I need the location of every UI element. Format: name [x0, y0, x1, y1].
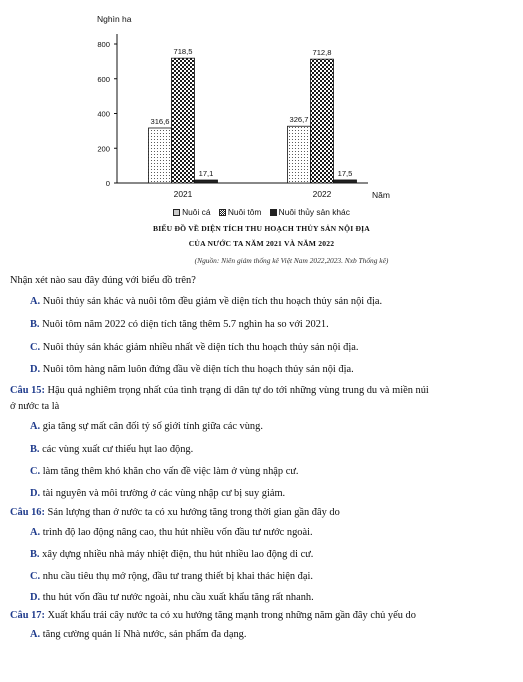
- q14-option-c: [30, 342, 515, 353]
- bar: [195, 180, 218, 183]
- data-label: 718,5: [173, 47, 193, 57]
- q15-stem: [10, 383, 515, 399]
- option-text: các vùng xuất cư thiếu hụt lao động.: [42, 444, 194, 455]
- q14-option-b: [30, 319, 515, 330]
- q15-option-a: [30, 421, 515, 432]
- option-text: tăng cường quản lí Nhà nước, sản phẩm đa dạng.: [42, 629, 247, 640]
- option-letter: C.: [30, 342, 41, 353]
- option-letter: B.: [30, 444, 40, 455]
- y-tick-label: 0: [105, 179, 110, 188]
- q17-option-a: [30, 629, 515, 640]
- q17-stem-text: Xuất khẩu trái cây nước ta có xu hướng tăng mạnh trong những năm gần đây chủ yếu do: [47, 610, 416, 621]
- q15-option-b: [30, 444, 515, 455]
- option-letter: C.: [30, 466, 41, 477]
- legend-item-other: [270, 207, 350, 217]
- option-letter: B.: [30, 549, 40, 560]
- option-letter: D.: [30, 364, 41, 375]
- legend-label-fish: Nuôi cá: [182, 207, 211, 217]
- y-tick-label: 800: [97, 40, 110, 49]
- q14-stem: Nhận xét nào sau đây đúng với biểu đồ trên?: [10, 275, 196, 286]
- q16-option-c: [30, 571, 515, 582]
- y-tick-label: 200: [97, 144, 110, 154]
- option-text: trình độ lao động nâng cao, thu hút nhiều vốn đầu tư nước ngoài.: [42, 527, 313, 538]
- chart-source: (Nguồn: Niên giám thống kê Việt Nam 2022,2023. Nxb Thống kê): [194, 256, 389, 265]
- option-letter: A.: [30, 527, 41, 538]
- q15-option-c: [30, 466, 515, 477]
- option-letter: B.: [30, 319, 40, 330]
- legend-item-fish: [173, 207, 210, 217]
- x-axis-label: Năm: [372, 190, 390, 200]
- option-text: Nuôi tôm hàng năm luôn đứng đầu về diện tích thu hoạch thủy sản nội địa.: [42, 364, 354, 375]
- option-letter: D.: [30, 488, 41, 499]
- q16-stem-text: Sản lượng than ở nước ta có xu hướng tăng trong thời gian gần đây do: [47, 507, 340, 518]
- data-label: 17,1: [198, 169, 214, 179]
- bar: [288, 126, 311, 183]
- legend-swatch-fish: [173, 209, 180, 216]
- q16-option-d: [30, 592, 515, 603]
- q16-option-b: [30, 549, 515, 560]
- bar: [172, 58, 195, 183]
- option-letter: A.: [30, 296, 41, 307]
- option-text: làm tăng thêm khó khăn cho vấn đề việc làm ở vùng nhập cư.: [42, 466, 299, 477]
- option-letter: D.: [30, 592, 41, 603]
- option-text: gia tăng sự mất cân đối tỷ số giới tính giữa các vùng.: [42, 421, 263, 432]
- option-letter: C.: [30, 571, 41, 582]
- option-text: Nuôi thủy sản khác và nuôi tôm đều giảm về diện tích thu hoạch thủy sản nội địa.: [42, 296, 383, 307]
- legend-swatch-other: [270, 209, 277, 216]
- q15-stem-line2: ở nước ta là: [10, 401, 60, 412]
- y-tick-label: 400: [97, 109, 110, 119]
- option-text: tài nguyên và môi trường ở các vùng nhập cư bị suy giảm.: [42, 488, 286, 499]
- bar: [334, 180, 357, 183]
- option-letter: A.: [30, 629, 41, 640]
- y-tick-label: 600: [97, 74, 110, 84]
- chart-title: BIỂU ĐỒ VỀ DIỆN TÍCH THU HOẠCH THỦY SẢN NỘI ĐỊA: [152, 224, 370, 233]
- option-text: thu hút vốn đầu tư nước ngoài, nhu cầu xuất khẩu tăng rất nhanh.: [42, 592, 314, 603]
- question-number: Câu 15:: [10, 385, 45, 396]
- bar: [311, 59, 334, 183]
- q17-stem: [10, 608, 515, 624]
- q16-stem: [10, 505, 515, 521]
- option-text: Nuôi thủy sản khác giảm nhiều nhất về diện tích thu hoạch thủy sản nội địa.: [42, 342, 359, 353]
- x-tick-label: 2021: [173, 189, 193, 199]
- question-number: Câu 17:: [10, 610, 45, 621]
- data-label: 326,7: [289, 115, 309, 125]
- q15-stem-line1: Hậu quả nghiêm trọng nhất của tình trạng di dân tự do tới những vùng trung du và miền núi: [47, 385, 429, 396]
- x-tick-label: 2022: [312, 189, 332, 199]
- q16-option-a: [30, 527, 515, 538]
- data-label: 712,8: [312, 48, 332, 58]
- q15-option-d: [30, 488, 515, 499]
- bar: [149, 128, 172, 183]
- chart-subtitle: CỦA NƯỚC TA NĂM 2021 VÀ NĂM 2022: [188, 239, 335, 248]
- option-text: xây dựng nhiều nhà máy nhiệt điện, thu hút nhiều lao động di cư.: [42, 549, 314, 560]
- q14-option-d: [30, 364, 515, 375]
- legend-label-other: Nuôi thủy sản khác: [278, 207, 350, 217]
- legend-swatch-shrimp: [219, 209, 226, 216]
- chart-legend: [0, 207, 523, 217]
- y-axis-label: Nghìn ha: [97, 14, 132, 24]
- bar-chart: [0, 0, 523, 205]
- data-label: 17,5: [337, 168, 353, 178]
- question-number: Câu 16:: [10, 507, 45, 518]
- option-text: Nuôi tôm năm 2022 có diện tích tăng thêm 5.7 nghìn ha so với 2021.: [42, 319, 329, 330]
- option-text: nhu cầu tiêu thụ mở rộng, đầu tư trang thiết bị khai thác hiện đại.: [42, 571, 313, 582]
- legend-label-shrimp: Nuôi tôm: [227, 207, 262, 217]
- q14-option-a: [30, 296, 515, 307]
- legend-item-shrimp: [219, 207, 262, 217]
- option-letter: A.: [30, 421, 41, 432]
- data-label: 316,6: [150, 116, 170, 126]
